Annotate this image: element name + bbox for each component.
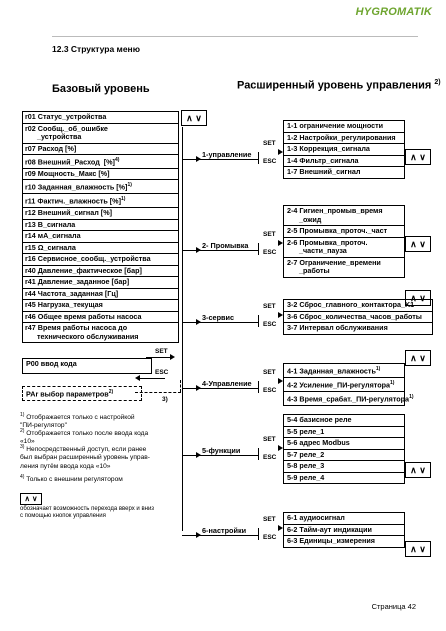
set-label-p00: SET <box>155 348 168 355</box>
basic-level-heading: Базовый уровень <box>52 83 150 95</box>
up-down-keys: ∧ ∨ <box>405 290 431 306</box>
submenu-item: 6-2 Тайм-аут индикации <box>284 525 404 537</box>
submenu-item: 2-7 Ограничение_времени _работы <box>287 257 381 275</box>
basic-list-item: r02 Сообщ._об_ошибке _устройства <box>23 124 178 144</box>
esc-label-p00: ESC <box>155 369 169 376</box>
footnote: $^{4)}$ Только с внешним регулятором <box>20 474 123 484</box>
submenu-item: 1-2 Настройки_регулирования <box>284 133 404 145</box>
basic-list-item: r11 Фактич._влажность [%]$^{1)}$ <box>23 194 178 208</box>
esc-label: ESC <box>263 321 277 328</box>
par-parameter-select: PAr выбор параметров$^{2)}$ <box>22 386 142 401</box>
set-label: SET <box>263 140 276 147</box>
submenu-item: 5-4 базисное реле <box>284 415 404 427</box>
submenu-item: 1-4 Фильтр_сигнала <box>284 156 404 168</box>
submenu-item: 2-4 Гигиен_промыв_время _ожид <box>284 206 404 226</box>
submenu-item: 5-7 реле_2 <box>284 450 404 462</box>
set-label: SET <box>263 516 276 523</box>
submenu-item: 4-2 Усиление_ПИ-регулятора$^{1)}$ <box>284 378 404 392</box>
basic-list-item: r12 Внешний_сигнал [%] <box>23 208 178 220</box>
basic-list-item: r44 Частота_заданная [Гц] <box>23 289 178 301</box>
submenu-item: 1-1 ограничение мощности <box>284 121 404 133</box>
esc-label: ESC <box>263 249 277 256</box>
submenu-box <box>283 414 405 484</box>
submenu-item: 5-8 реле_3 <box>284 461 404 473</box>
submenu-item: 4-3 Время_срабат._ПИ-регулятора$^{1)}$ <box>287 393 414 404</box>
menu-label: 1-управление <box>202 150 252 159</box>
submenu-item: 3-7 Интервал обслуживания <box>287 323 388 332</box>
basic-list-item: r45 Нагрузка_текущая <box>23 300 178 312</box>
menu-trunk <box>182 127 183 531</box>
submenu-item: 4-1 Заданная_влажность$^{1)}$ <box>284 364 404 378</box>
submenu-item: 3-6 Сброс_количества_часов_работы <box>284 312 432 324</box>
menu-label: 5-функции <box>202 446 241 455</box>
basic-list-item: r10 Заданная_влажность [%]$^{1)}$ <box>23 180 178 194</box>
submenu-box <box>283 120 405 179</box>
basic-list-item: r08 Внешний_Расход [%]$^{4)}$ <box>23 155 178 169</box>
submenu-box <box>283 512 405 548</box>
page-number: Страница 42 <box>371 602 416 611</box>
set-label: SET <box>263 436 276 443</box>
submenu-item: 6-3 Единицы_измерения <box>287 536 375 545</box>
legend-up-down-keys: ∧ ∨ <box>20 493 42 505</box>
submenu-item: 3-2 Сброс_главного_контактора_K1 <box>284 300 432 312</box>
basic-list-item: r16 Сервисное_сообщ._устройства <box>23 254 178 266</box>
menu-label: 6-настройки <box>202 526 247 535</box>
up-down-keys: ∧ ∨ <box>405 149 431 165</box>
set-label: SET <box>263 231 276 238</box>
menu-label: 2- Промывка <box>202 241 249 250</box>
basic-list-item: r07 Расход [%] <box>23 144 178 156</box>
brand-logo: HYGROMATIK <box>355 6 432 18</box>
submenu-item: 2-6 Промывка_проточ. _части_пауза <box>284 238 404 258</box>
extended-level-heading: Расширенный уровень управления $^{2)}$ <box>237 79 441 92</box>
esc-label: ESC <box>263 158 277 165</box>
set-label: SET <box>263 369 276 376</box>
submenu-item: 5-6 адрес Modbus <box>284 438 404 450</box>
footnote: $^{3)}$ Непосредственный доступ, если ранее был выбран расширенный уровень управ- ления путём ввода кода «10» <box>20 444 150 470</box>
footnote: $^{2)}$ Отображается только после ввода кода «10» <box>20 428 149 446</box>
esc-label: ESC <box>263 534 277 541</box>
basic-list-item: r46 Общее время работы насоса <box>23 312 178 324</box>
submenu-box <box>283 205 405 278</box>
up-down-keys: ∧ ∨ <box>405 236 431 252</box>
basic-list-item: r14 мА_сигнала <box>23 231 178 243</box>
basic-list-item: r41 Давление_заданное [бар] <box>23 277 178 289</box>
up-down-keys: ∧ ∨ <box>405 541 431 557</box>
up-down-keys: ∧ ∨ <box>405 350 431 366</box>
submenu-box <box>283 363 414 406</box>
basic-list-item: r09 Мощность_Макс [%] <box>23 169 178 181</box>
submenu-item: 5-5 реле_1 <box>284 427 404 439</box>
legend-text: обозначает возможность перехода вверх и вниз с помощью кнопок управления <box>20 506 155 519</box>
basic-list-item: r01 Статус_устройства <box>23 112 178 124</box>
submenu-item: 1-7 Внешний_сигнал <box>287 167 361 176</box>
basic-list-item: r47 Время работы насоса до технического обслуживания <box>25 323 139 341</box>
esc-label: ESC <box>263 454 277 461</box>
submenu-item: 1-3 Коррекция_сигнала <box>284 144 404 156</box>
esc-label: ESC <box>263 387 277 394</box>
submenu-item: 5-9 реле_4 <box>287 472 325 482</box>
up-down-keys: ∧ ∨ <box>405 462 431 478</box>
submenu-item: 2-5 Промывка_проточ._част <box>284 226 404 238</box>
up-down-keys: ∧ ∨ <box>181 110 207 126</box>
basic-list-item: r15 Ω_сигнала <box>23 243 178 255</box>
menu-label: 4-Управление <box>202 379 252 388</box>
menu-label: 3-сервис <box>202 313 235 322</box>
basic-level-list <box>22 111 179 343</box>
basic-list-item: r13 B_сигнала <box>23 220 178 232</box>
p00-code-entry: P00 ввод кода <box>22 358 152 374</box>
set-label: SET <box>263 303 276 310</box>
header-divider <box>52 36 418 37</box>
section-title: 12.3 Структура меню <box>52 44 140 54</box>
basic-list-item: r40 Давление_фактическое [бар] <box>23 266 178 278</box>
submenu-item: 6-1 аудиосигнал <box>284 513 404 525</box>
note3-tag: 3) <box>162 396 168 403</box>
footnote: $^{1)}$ Отображается только с настройкой "ПИ-регулятор" <box>20 412 135 430</box>
